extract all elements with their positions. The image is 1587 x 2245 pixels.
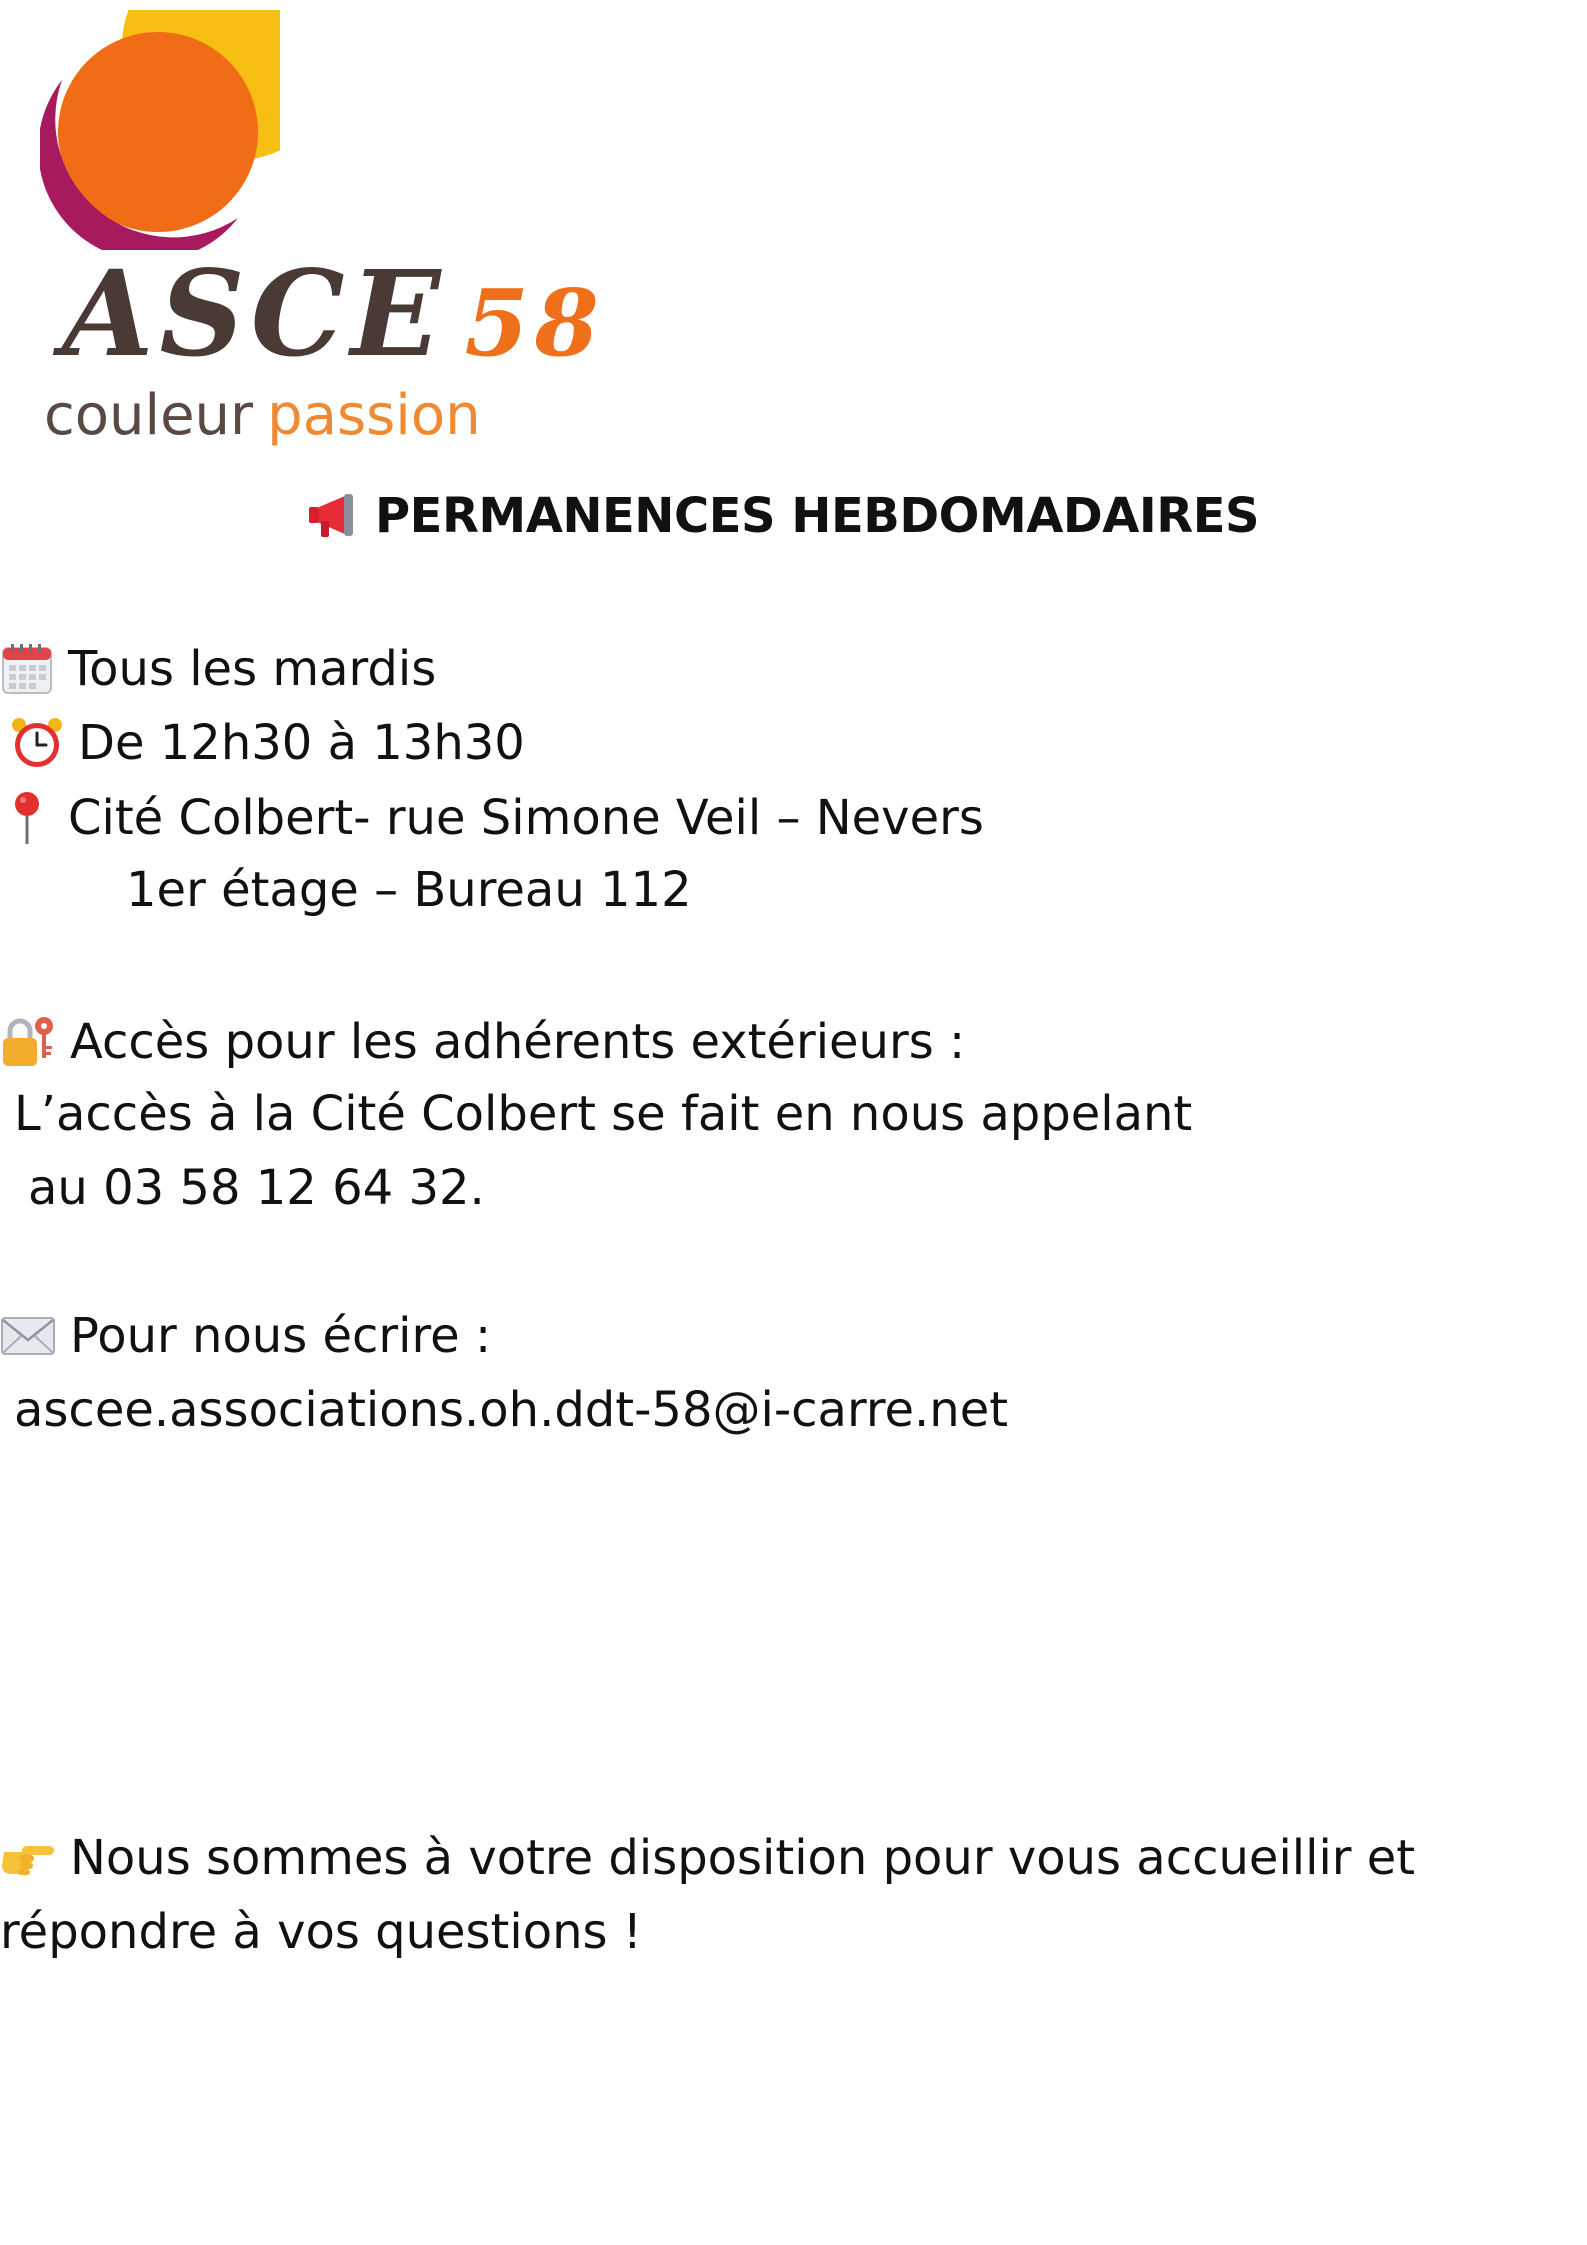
- schedule-place-text: Cité Colbert- rue Simone Veil – Nevers: [68, 790, 984, 846]
- logo-name: [62, 244, 605, 383]
- heading-text: PERMANENCES HEBDOMADAIRES: [375, 488, 1260, 544]
- logo-name-letters: ASCE: [62, 244, 447, 383]
- access-line-1: [14, 1086, 1193, 1142]
- schedule-time-text: De 12h30 à 13h30: [78, 715, 525, 771]
- envelope-icon: [0, 1314, 56, 1358]
- access-line-2: [28, 1160, 485, 1216]
- pushpin-icon: [0, 790, 54, 846]
- access-text-1: L’accès à la Cité Colbert se fait en nous appelant: [14, 1086, 1193, 1142]
- schedule-office-line: [126, 862, 692, 918]
- sun-logo-icon: [40, 10, 280, 250]
- page-heading: [305, 488, 1259, 544]
- contact-title-text: Pour nous écrire :: [70, 1308, 492, 1364]
- logo-name-number: 58: [464, 269, 605, 377]
- schedule-day-text: Tous les mardis: [68, 641, 437, 697]
- schedule-place-line: [0, 790, 984, 846]
- closing-line-2: [0, 1904, 642, 1960]
- contact-email-link[interactable]: ascee.associations.oh.ddt-58@i-carre.net: [14, 1382, 1009, 1438]
- logo-tagline-part2: passion: [267, 383, 481, 448]
- access-title-line: [0, 1014, 965, 1070]
- contact-email-line: [14, 1382, 1009, 1438]
- pointing-hand-icon: [0, 1836, 56, 1880]
- alarm-clock-icon: [10, 716, 64, 770]
- logo-tagline-part1: couleur: [44, 383, 254, 448]
- closing-text-2: répondre à vos questions !: [0, 1904, 642, 1960]
- logo-tagline: [44, 383, 481, 448]
- asce58-logo: [40, 10, 605, 448]
- schedule-day-line: [0, 642, 436, 696]
- schedule-time-line: [10, 716, 525, 770]
- access-phone-text: au 03 58 12 64 32.: [28, 1160, 485, 1216]
- schedule-office-text: 1er étage – Bureau 112: [126, 862, 692, 918]
- contact-title-line: [0, 1308, 492, 1364]
- access-title-text: Accès pour les adhérents extérieurs :: [70, 1014, 966, 1070]
- lock-with-key-icon: [0, 1014, 56, 1070]
- closing-text-1: Nous sommes à votre disposition pour vous accueillir et: [70, 1830, 1416, 1886]
- calendar-icon: [0, 642, 54, 696]
- megaphone-icon: [305, 490, 361, 542]
- closing-line-1: [0, 1830, 1416, 1886]
